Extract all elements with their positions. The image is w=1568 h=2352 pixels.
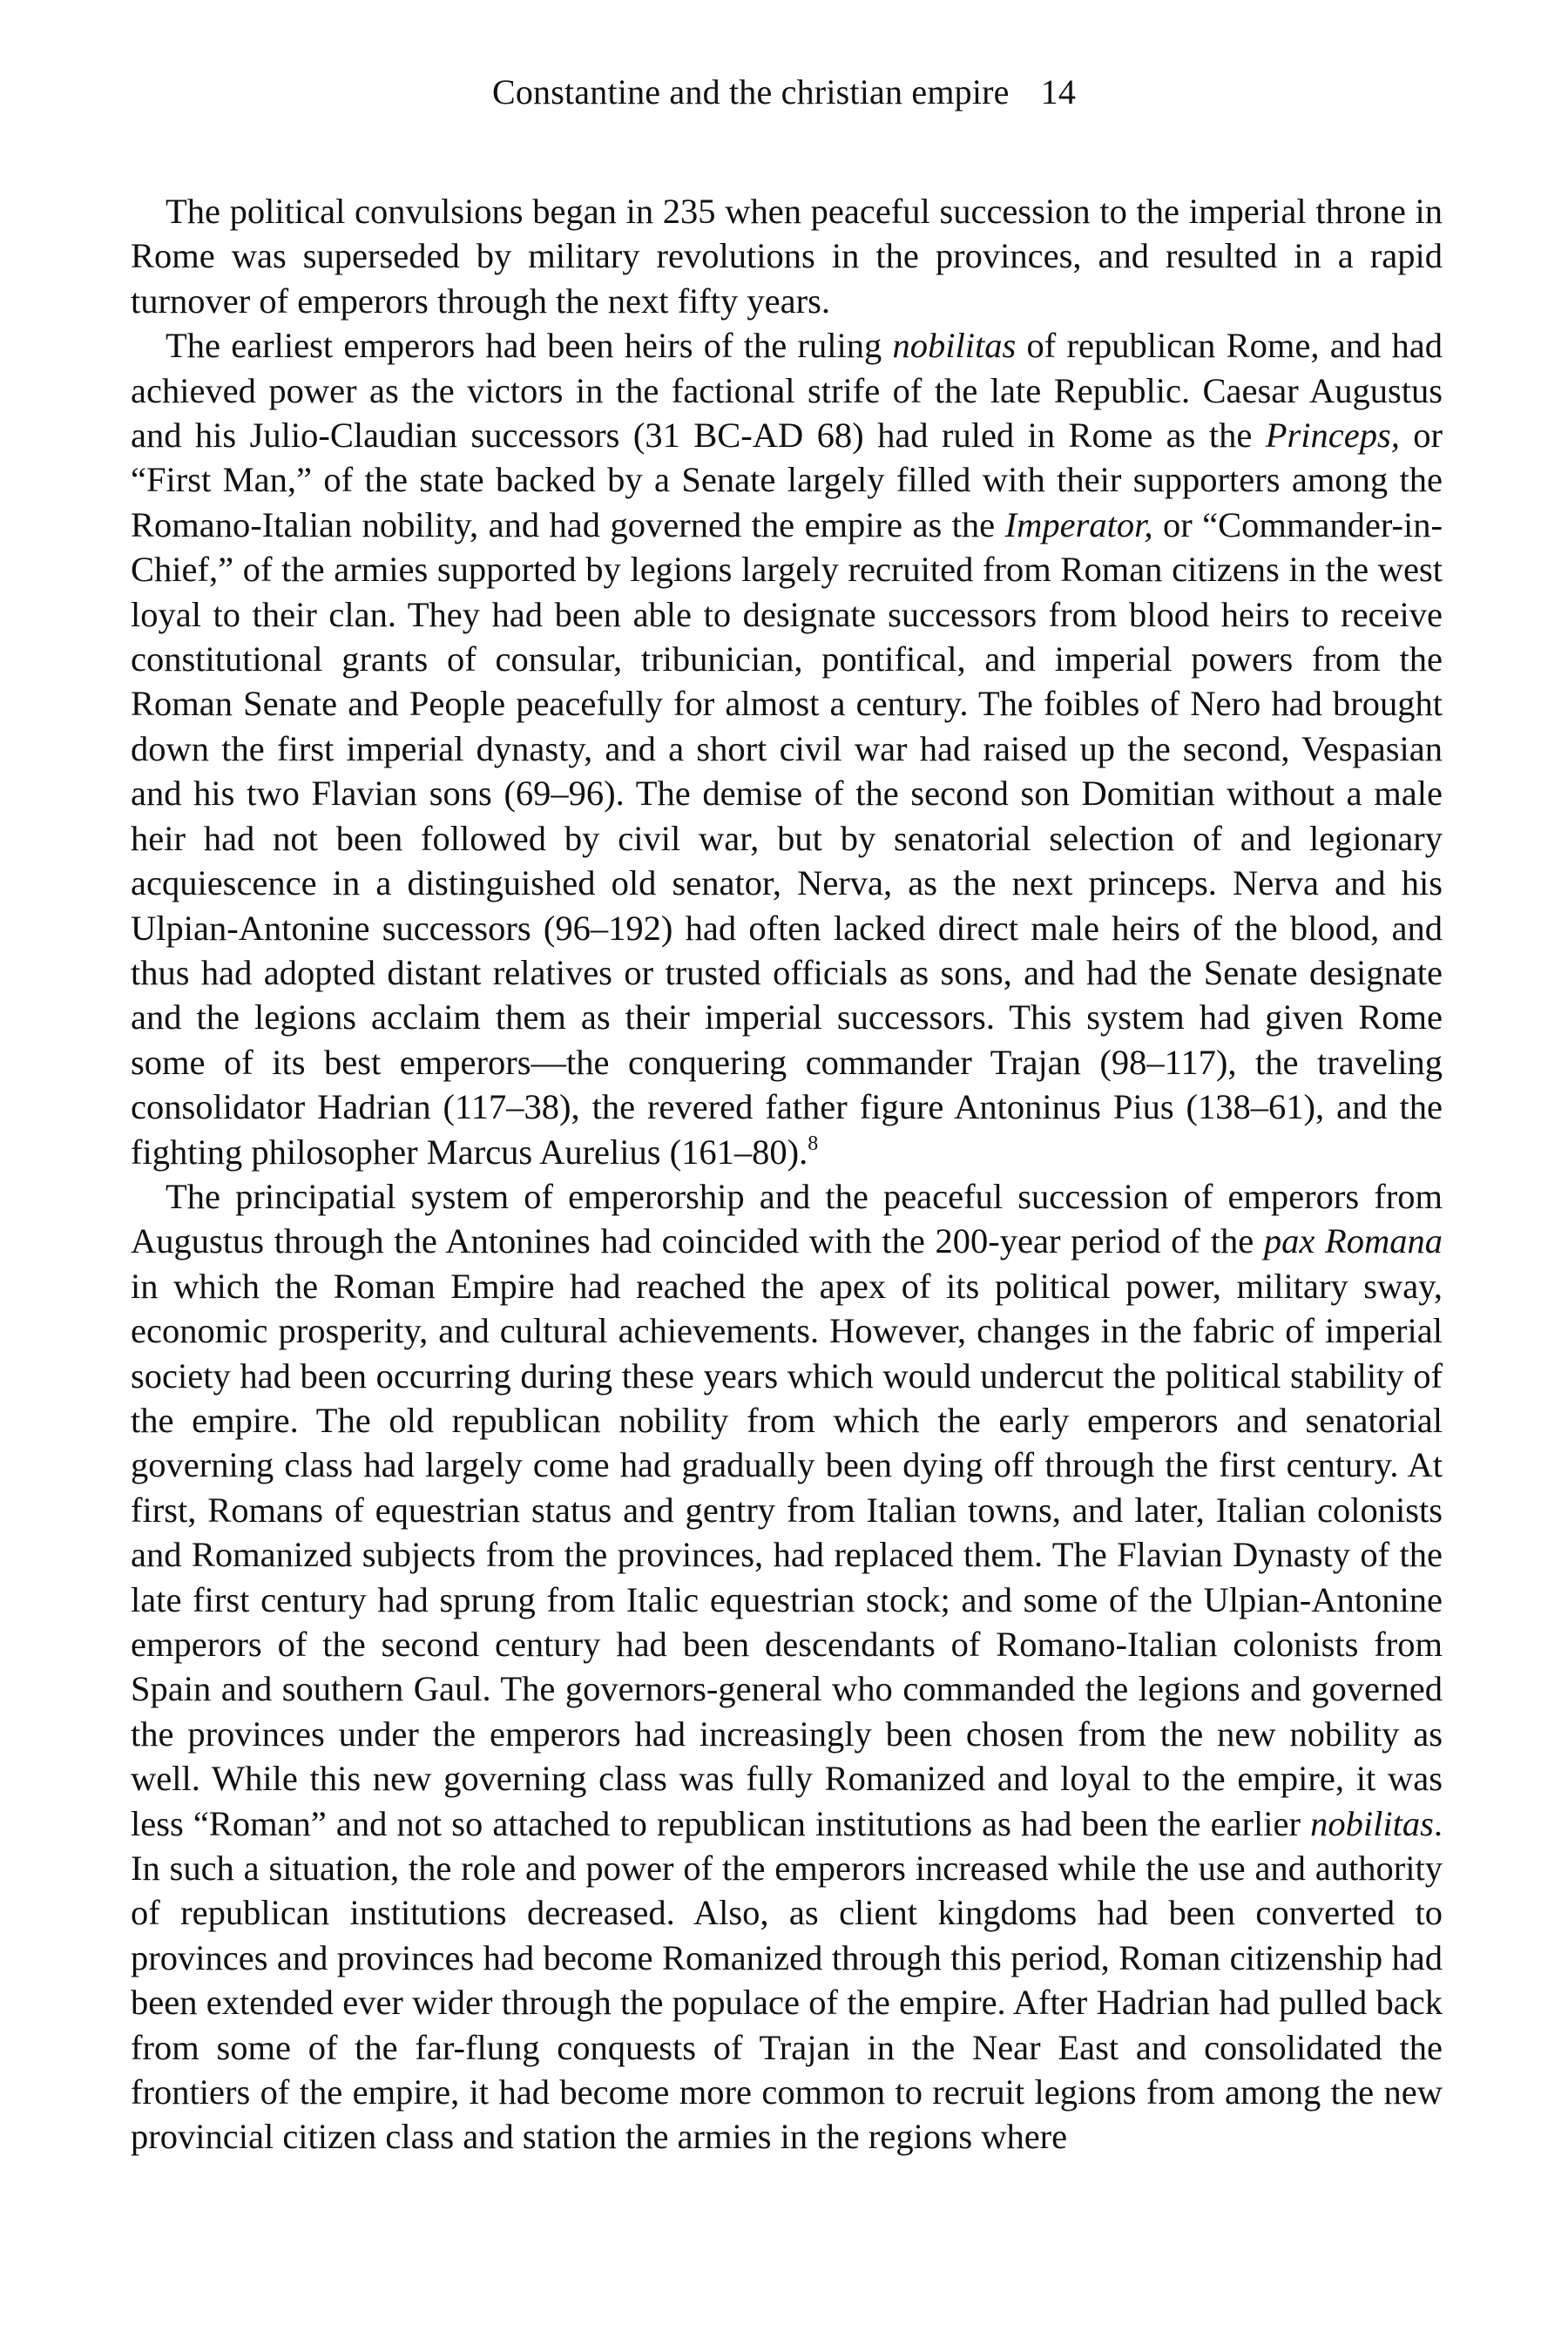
- text-run: of republican Rome, and had achieved power as the victors in the factional strife of the late Republic. Caesar Augustus and his Julio-Claudian successors (31 BC-AD 68) had ruled in Rome as the: [131, 326, 1443, 456]
- italic-term: pax Romana: [1263, 1221, 1443, 1261]
- page-number: 14: [1040, 72, 1077, 112]
- header-title: Constantine and the christian empire: [491, 72, 1010, 112]
- text-run: The earliest emperors had been heirs of the ruling: [166, 326, 893, 366]
- text-run: . In such a situation, the role and power of the emperors increased while the use and authority of republican institutions decreased. Also, as client kingdoms had been converted to provinces and provinces had become Romanized through this period, Roman citizenship had been extended ever wider through the populace of the empire. After Hadrian had pulled back from some of the far-flung conquests of Trajan in the Near East and consolidated the frontiers of the empire, it had become more common to recruit legions from among the new provincial citizen class and station the armies in the regions where: [131, 1803, 1443, 2157]
- paragraph: [131, 323, 1443, 1174]
- italic-term: nobilitas: [892, 326, 1017, 366]
- text-run: or “First Man,” of the state backed by a Senate largely filled with their supporters among the Romano-Italian nobility, and had governed the empire as the: [131, 416, 1443, 544]
- text-run: in which the Roman Empire had reached the apex of its political power, military sway, economic prosperity, and cultural achievements. However, changes in the fabric of imperial society had been occurring during these years which would undercut the political stability of the empire. The old republican nobility from which the early emperors and senatorial governing class had largely come had gradually been dying off through the first century. At first, Romans of equestrian status and gentry from Italian towns, and later, Italian colonists and Romanized subjects from the provinces, had replaced them. The Flavian Dynasty of the late first century had sprung from Italic equestrian stock; and some of the Ulpian-Antonine emperors of the second century had been descendants of Romano-Italian colonists from Spain and southern Gaul. The governors-general who commanded the legions and governed the provinces under the emperors had increasingly been chosen from the new nobility as well. While this new governing class was fully Romanized and loyal to the empire, it was less “Roman” and not so attached to republican institutions as had been the earlier: [131, 1266, 1443, 1843]
- italic-term: nobilitas: [1310, 1803, 1434, 1843]
- running-header: [0, 68, 1568, 117]
- text-run: or “Commander-in-Chief,” of the armies supported by legions largely recruited from Roman citizens in the west loyal to their clan. They had been able to designate successors from blood heirs to receive constitutional grants of consular, tribunician, pontifical, and imperial powers from the Roman Senate and People peacefully for almost a century. The foibles of Nero had brought down the first imperial dynasty, and a short civil war had raised up the second, Vespasian and his two Flavian sons (69–96). The demise of the second son Domitian without a male heir had not been followed by civil war, but by senatorial selection of and legionary acquiescence in a distinguished old senator, Nerva, as the next princeps. Nerva and his Ulpian-Antonine successors (96–192) had often lacked direct male heirs of the blood, and thus had adopted distant relatives or trusted officials as sons, and had the Senate designate and the legions acclaim them as their imperial successors. This system had given Rome some of its best emperors—the conquering commander Trajan (98–117), the traveling consolidator Hadrian (117–38), the revered father figure Antoninus Pius (138–61), and the fighting philosopher Marcus Aurelius (161–80).: [131, 504, 1443, 1172]
- text-run: The political convulsions began in 235 when peaceful succession to the imperial throne in Rome was superseded by military revolutions in the provinces, and resulted in a rapid turnover of emperors through the next fifty years.: [131, 192, 1443, 321]
- body-text: [131, 189, 1443, 2159]
- paragraph: [131, 1174, 1443, 2159]
- footnote-ref: 8: [808, 1132, 819, 1155]
- text-run: The principatial system of emperorship and the peaceful succession of emperors from Augustus through the Antonines had coincided with the 200-year period of the: [131, 1176, 1443, 1261]
- paragraph: [131, 189, 1443, 323]
- italic-term: Imperator,: [1004, 504, 1153, 544]
- italic-term: Princeps,: [1265, 416, 1400, 456]
